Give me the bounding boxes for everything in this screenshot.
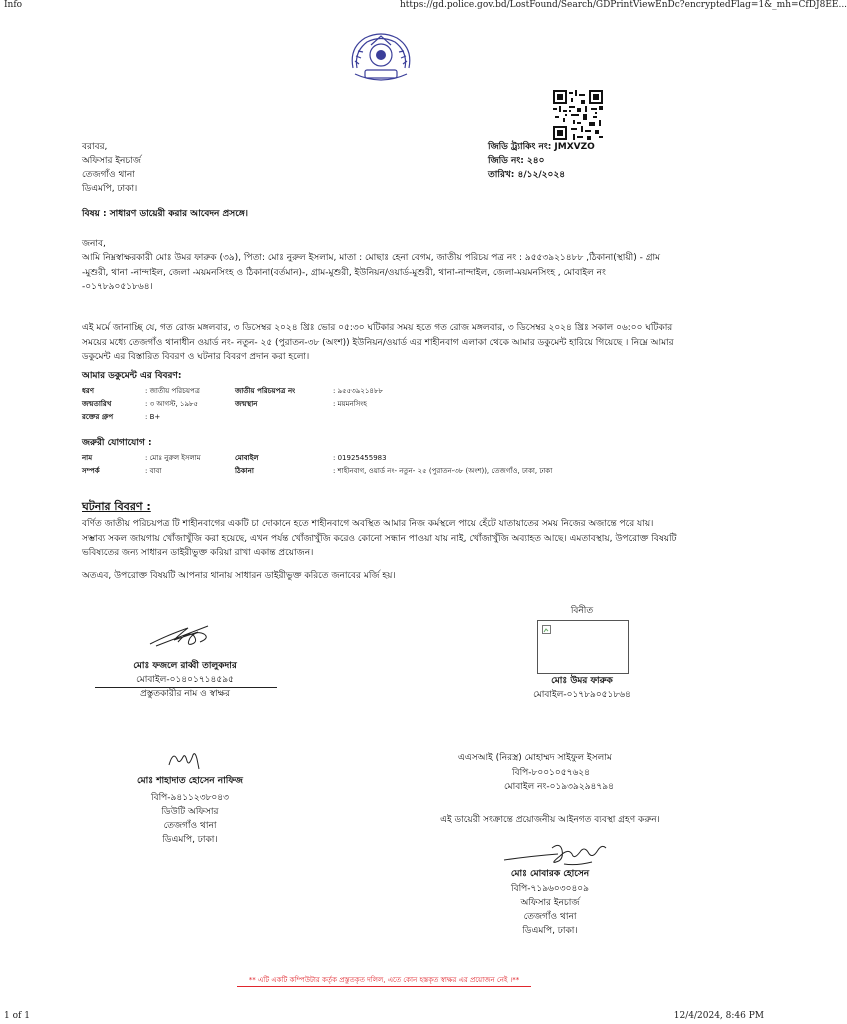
contact-relation-label: সম্পর্ক bbox=[82, 467, 100, 475]
doc-type-label: ধরণ bbox=[82, 387, 95, 395]
contact-address-label: ঠিকানা bbox=[235, 467, 254, 475]
duty-officer-name: মোঃ শাহাদাত হোসেন নাফিজ bbox=[137, 776, 243, 786]
recipient-line-4: ডিএমপি, ঢাকা। bbox=[82, 184, 138, 194]
recipient-line-1: বরাবর, bbox=[82, 142, 108, 152]
computer-generated-note: ** এটি একটি কম্পিউটার কর্তৃক প্রস্তুতকৃত দলিল, এতে কোন হস্তকৃত স্বাক্ষর এর প্রয়োজন নেই ।** bbox=[248, 976, 520, 984]
duty-officer-station: তেজগাঁও থানা bbox=[163, 821, 217, 831]
contact-mobile-value: : 01925455983 bbox=[333, 454, 387, 462]
print-footer-datetime: 12/4/2024, 8:46 PM bbox=[673, 1011, 764, 1021]
preparer-signature bbox=[148, 620, 218, 652]
recipient-line-2: অফিসার ইনচার্জ bbox=[82, 156, 141, 166]
asi-bp: বিপি-৮০০১০৫৭৬২৪ bbox=[512, 768, 590, 778]
dob-value: : ৩ আগস্ট, ১৯৮৫ bbox=[145, 400, 199, 408]
asi-mobile: মোবাইল নং-০১৯৩৯২৯৪৭৯৪ bbox=[504, 782, 614, 792]
incident-intro-paragraph: এই মর্মে জানাচ্ছি যে, গত রোজ মঙ্গলবার, ৩ ডিসেম্বর ২০২৪ খ্রিঃ ভোর ০৫:৩০ ঘটিকার সময় হতে গত রোজ মঙ্গলবার, ৩ ডিসেম্বর ২০২৪ খ্রিঃ সকাল ০৬:০০ ঘটিকার সময়ের মধ্যে তেজগাঁও থানাধীন ওয়ার্ড নং- নতুন- ২৫ (পুরাতন-৩৮ (অংশ)) ইউনিয়ন/ওয়ার্ড এর শাহীনবাগ এলাকা থেকে আমার ডকুমেন্ট হারিয়ে গিয়েছে । নিম্নে আমার ডকুমেন্ট এর বিস্তারিত বিবরণ ও ঘটনার বিবরণ প্রদান করা হলো। bbox=[82, 323, 674, 362]
signature-icon bbox=[502, 838, 610, 870]
document-section-title: আমার ডকুমেন্ট এর বিবরণ: bbox=[82, 371, 182, 381]
oc-instruction-note: এই ডায়েরী সংক্রান্তে প্রয়োজনীয় আইনগত ব্যবস্থা গ্রহণ করুন। bbox=[440, 815, 660, 825]
oc-role: অফিসার ইনচার্জ bbox=[520, 898, 580, 908]
oc-station: তেজগাঁও থানা bbox=[523, 912, 577, 922]
applicant-mobile: মোবাইল-০১৭৮৯০৫১৮৬৪ bbox=[533, 690, 631, 700]
birthplace-value: : ময়মনসিংহ bbox=[333, 400, 367, 408]
salutation: জনাব, bbox=[82, 239, 106, 249]
duty-officer-role: ডিউটি অফিসার bbox=[161, 807, 219, 817]
preparer-mobile: মোবাইল-০১৪০১৭১৪৫৯৫ bbox=[136, 675, 234, 685]
police-emblem bbox=[345, 28, 417, 92]
applicant-greeting: বিনীত bbox=[570, 606, 594, 616]
duty-officer-bp: বিপি-৯৪১১২৩৮০৪৩ bbox=[151, 793, 229, 803]
incident-title: ঘটনার বিবরণ : bbox=[82, 500, 151, 513]
contact-relation-value: : বাবা bbox=[145, 467, 162, 475]
incident-text: বর্ণিত জাতীয় পরিচয়পত্র টি শাহীনবাগের একটি চা দোকানে হতে শাহীনবাগে অবস্থিত আমার নিজ কর্মস্থলে পায়ে হেঁটে যাতায়াতের সময় নিজের অজান্তে পরে যায়। সম্ভাব্য সকল জায়গায় খোঁজাখুঁজি করা হয়েছে, এখন পর্যন্ত খোঁজাখুঁজি করেও কোনো সন্ধান পাওয়া যায় নাই, খোঁজাখুঁজি অব্যাহত আছে। এমতাবস্থায়, উপরোক্ত বিষয়টি ভবিষ্যতের জন্য সাধারন ডাইরীভুক্ত করিয়া রাখা একান্ত প্রয়োজন। bbox=[82, 519, 677, 558]
oc-bp: বিপি-৭১৯৬০৩০৪০৯ bbox=[511, 884, 589, 894]
subject: বিষয় : সাধারণ ডায়েরী করার আবেদন প্রসঙ্গে। bbox=[82, 209, 249, 219]
contact-name-value: : মোঃ নুরুল ইসলাম bbox=[145, 454, 201, 462]
incident-closing: অতএব, উপরোক্ত বিষয়টি আপনার থানায় সাধারন ডাইরীভুক্ত করিতে জনাবের মর্জি হয়। bbox=[82, 571, 396, 581]
gd-date: তারিখ: ৪/১২/২০২৪ bbox=[488, 170, 566, 180]
blood-group-value: : B+ bbox=[145, 413, 161, 421]
contact-name-label: নাম bbox=[82, 454, 93, 462]
duty-officer-signature bbox=[165, 745, 205, 771]
asi-name: এএসআই (নিরস্ত্র) মোহাম্মদ সাইফুল ইসলাম bbox=[458, 753, 612, 763]
applicant-photo bbox=[537, 620, 629, 674]
blood-group-label: রক্তের গ্রুপ bbox=[82, 413, 114, 421]
preparer-role: প্রস্তুতকারীর নাম ও স্বাক্ষর bbox=[140, 689, 230, 699]
qr-code bbox=[553, 90, 603, 140]
oc-signature bbox=[502, 838, 610, 870]
signature-icon bbox=[165, 745, 205, 771]
nid-label: জাতীয় পরিচয়পত্র নং bbox=[235, 387, 296, 395]
dob-label: জন্মতারিখ bbox=[82, 400, 112, 408]
broken-image-icon bbox=[542, 625, 552, 635]
preparer-name: মোঃ ফজলে রাব্বী তালুকদার bbox=[133, 661, 237, 671]
doc-type-value: : জাতীয় পরিচয়পত্র bbox=[145, 387, 200, 395]
nid-value: : ৯৫৫৩৯২১৪৮৮ bbox=[333, 387, 384, 395]
contact-address-value: : শাহীনবাগ, ওয়ার্ড নং- নতুন- ২৫ (পুরাতন-৩৮ (অংশ)), তেজগাঁও, ঢাকা, ঢাকা bbox=[333, 467, 553, 475]
birthplace-label: জন্মস্থান bbox=[235, 400, 258, 408]
duty-officer-dmp: ডিএমপি, ঢাকা। bbox=[162, 835, 218, 845]
print-header-url: https://gd.police.gov.bd/LostFound/Search/GDPrintViewEnDc?encryptedFlag=1&_mh=CfDJ8EE... bbox=[400, 0, 847, 10]
oc-name: মোঃ মোবারক হোসেন bbox=[510, 869, 590, 879]
applicant-intro-paragraph: আমি নিম্নস্বাক্ষরকারী মোঃ উমর ফারুক (৩৯), পিতা: মোঃ নুরুল ইসলাম, মাতা : মোছাঃ হেনা বেগম, জাতীয় পরিচয় পত্র নং : ৯৫৫৩৯২১৪৮৮ ,ঠিকানা(স্থায়ী) - গ্রাম -মুশুরী, থানা -নান্দাইল, জেলা -ময়মনসিংহ ও ঠিকানা(বর্তমান)-, গ্রাম-মুশুরী, ইউনিয়ন/ওয়ার্ড-মুশুরী, থানা-নান্দাইল, জেলা-ময়মনসিংহ , মোবাইল নং -০১৭৮৯০৫১৮৬৪। bbox=[82, 253, 661, 292]
gd-tracking: জিডি ট্র্যাকিং নং: JMXVZO bbox=[488, 142, 595, 152]
signature-icon bbox=[148, 620, 218, 652]
print-header-title: Info bbox=[4, 0, 23, 10]
police-emblem-icon bbox=[345, 28, 417, 92]
applicant-name: মোঃ উমর ফারুক bbox=[551, 676, 613, 686]
recipient-line-3: তেজগাঁও থানা bbox=[82, 170, 135, 180]
print-footer-page-count: 1 of 1 bbox=[4, 1011, 30, 1021]
oc-dmp: ডিএমপি, ঢাকা। bbox=[522, 926, 578, 936]
footer-note-underline bbox=[237, 986, 531, 987]
gd-number: জিডি নং: ২৪০ bbox=[488, 156, 545, 166]
contact-section-title: জরুরী যোগাযোগ : bbox=[82, 438, 152, 448]
contact-mobile-label: মোবাইল bbox=[235, 454, 259, 462]
